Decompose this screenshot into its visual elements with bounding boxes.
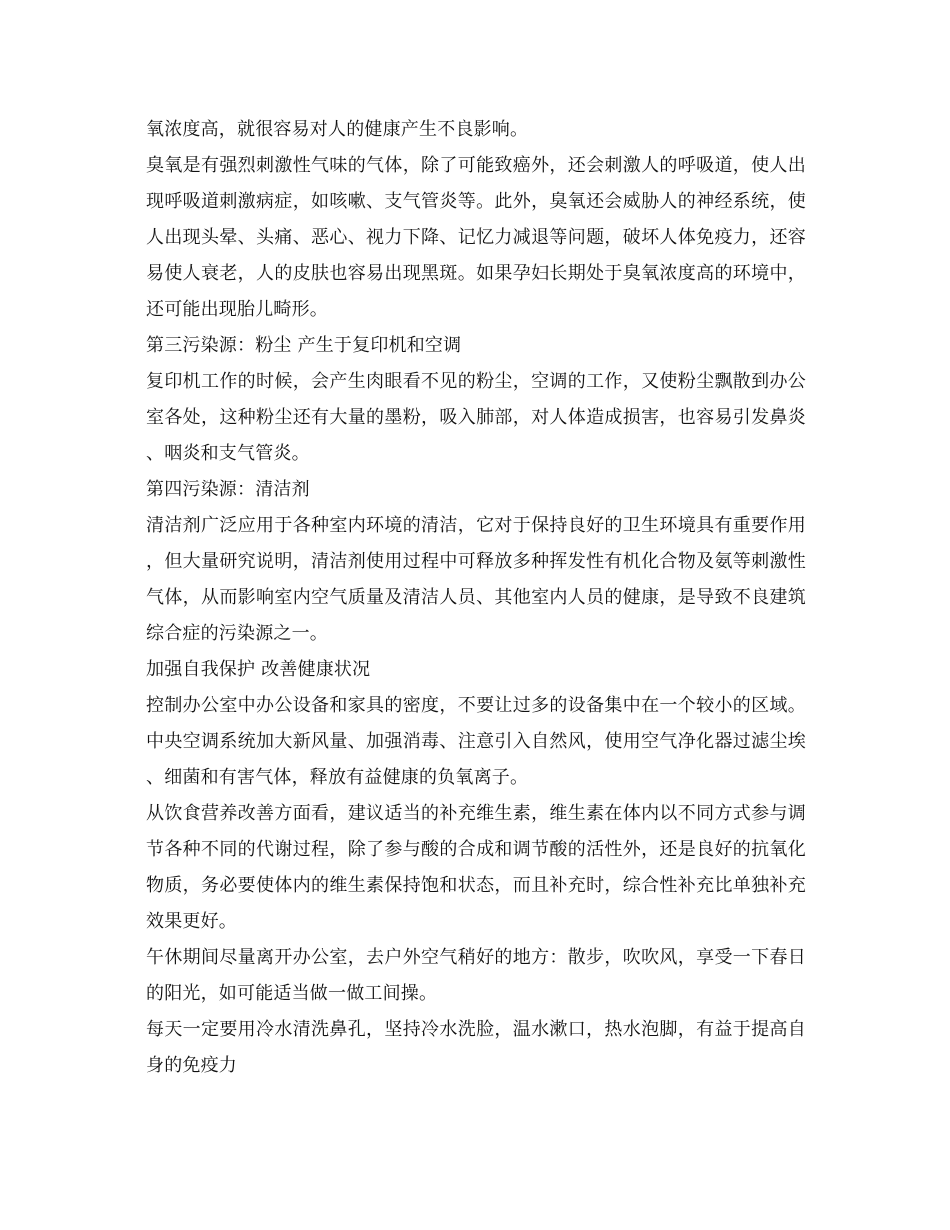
- paragraph-dust: 复印机工作的时候，会产生肉眼看不见的粉尘，空调的工作，又使粉尘飘散到办公室各处，这种粉尘还有大量的墨粉，吸入肺部，对人体造成损害，也容易引发鼻炎、咽炎和支气管炎。: [146, 371, 806, 464]
- paragraph-ozone-intro-end: 氧浓度高，就很容易对人的健康产生不良影响。: [146, 119, 529, 140]
- paragraph-nutrition: 从饮食营养改善方面看，建议适当的补充维生素，维生素在体内以不同方式参与调节各种不同的代谢过程，除了参与酸的合成和调节酸的活性外，还是良好的抗氧化物质，务必要使体内的维生素保持饱和状态，而且补充时，综合性补充比单独补充效果更好。: [146, 803, 806, 932]
- paragraph-office-equipment: 控制办公室中办公设备和家具的密度，不要让过多的设备集中在一个较小的区域。中央空调系统加大新风量、加强消毒、注意引入自然风，使用空气净化器过滤尘埃、细菌和有害气体，释放有益健康的负氧离子。: [146, 695, 806, 788]
- paragraph-ozone-effects: 臭氧是有强烈刺激性气味的气体，除了可能致癌外，还会刺激人的呼吸道，使人出现呼吸道刺激病症，如咳嗽、支气管炎等。此外，臭氧还会威胁人的神经系统，使人出现头晕、头痛、恶心、视力下降、记忆力减退等问题，破坏人体免疫力，还容易使人衰老，人的皮肤也容易出现黑斑。如果孕妇长期处于臭氧浓度高的环境中，还可能出现胎儿畸形。: [146, 155, 806, 320]
- heading-third-pollution-source: 第三污染源：粉尘 产生于复印机和空调: [146, 335, 462, 356]
- paragraph-lunch-break: 午休期间尽量离开办公室，去户外空气稍好的地方：散步，吹吹风，享受一下春日的阳光，如可能适当做一做工间操。: [146, 947, 806, 1004]
- paragraph-daily-habits: 每天一定要用冷水清洗鼻孔，坚持冷水洗脸，温水漱口，热水泡脚，有益于提高自身的免疫力: [146, 1019, 806, 1076]
- paragraph-cleaning-agents: 清洁剂广泛应用于各种室内环境的清洁，它对于保持良好的卫生环境具有重要作用，但大量研究说明，清洁剂使用过程中可释放多种挥发性有机化合物及氨等刺激性气体，从而影响室内空气质量及清洁人员、其他室内人员的健康，是导致不良建筑综合症的污染源之一。: [146, 515, 806, 644]
- document-body: [146, 112, 806, 1084]
- heading-fourth-pollution-source: 第四污染源：清洁剂: [146, 479, 310, 500]
- heading-self-protection: 加强自我保护 改善健康状况: [146, 659, 371, 680]
